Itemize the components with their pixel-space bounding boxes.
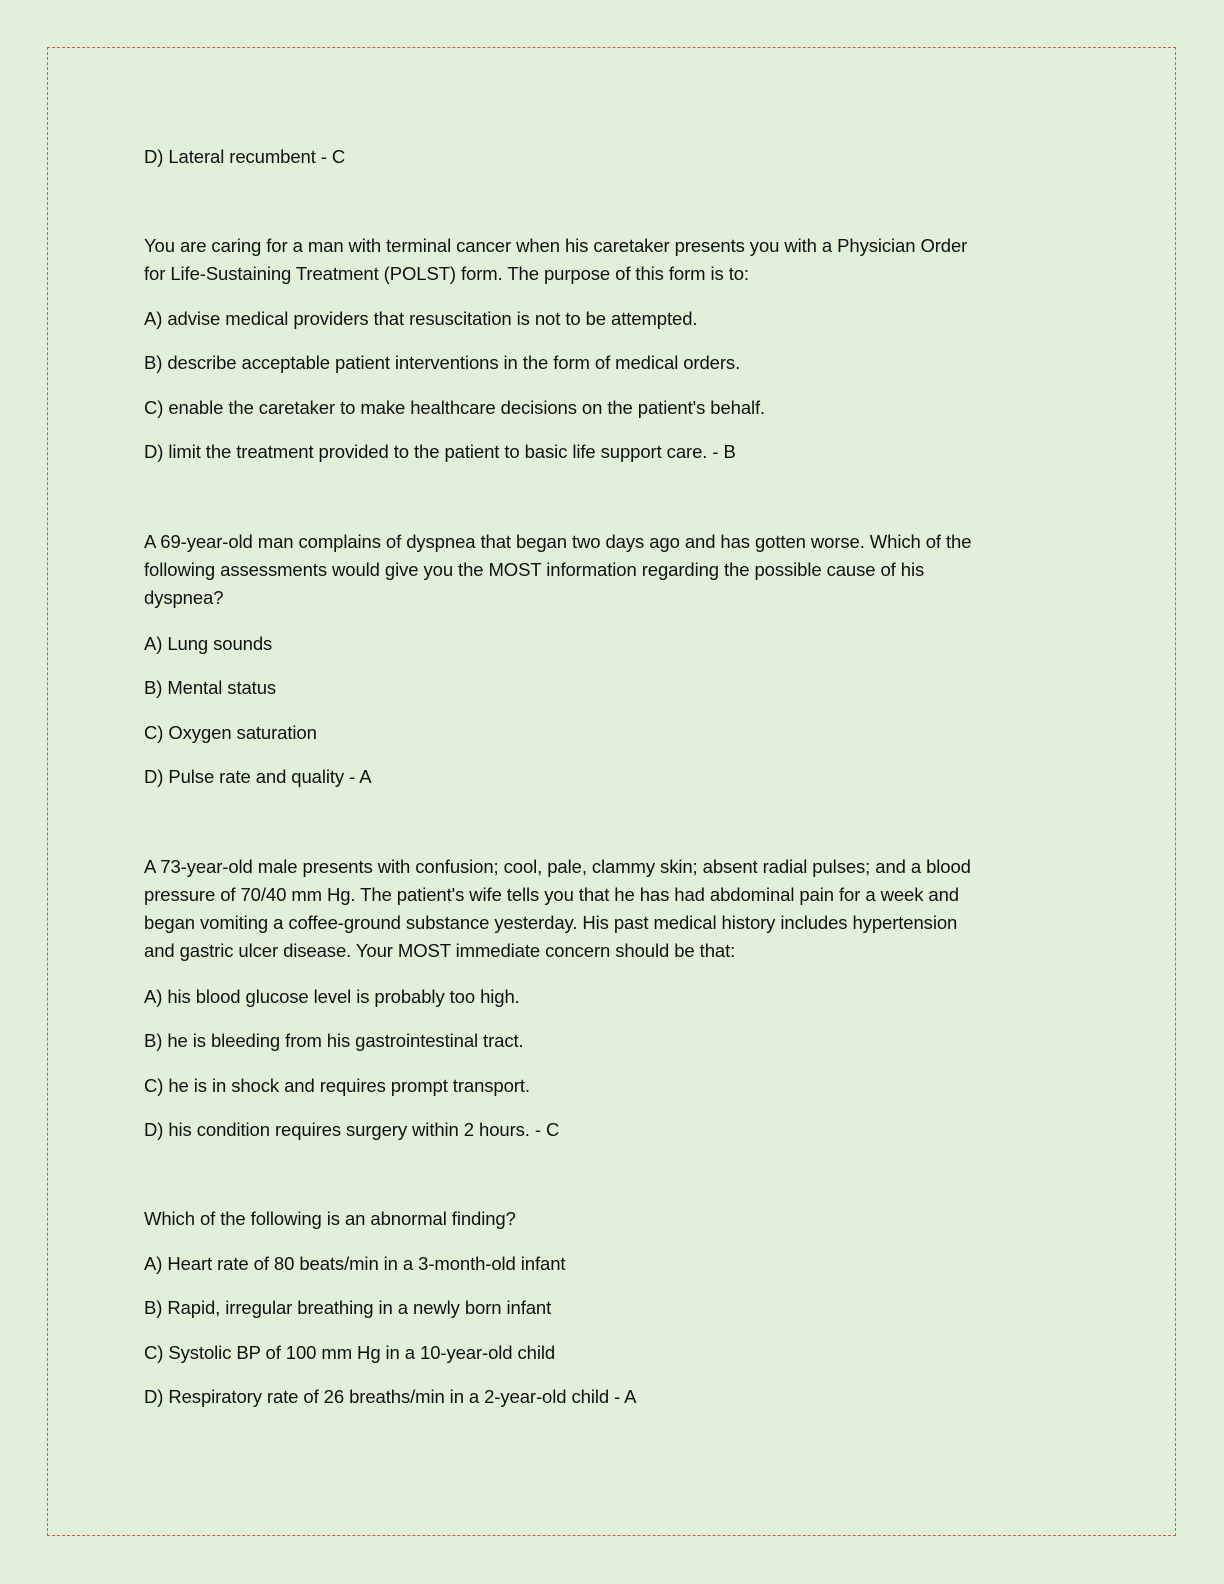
- question-stem-line: following assessments would give you the MOST information regarding the possible cause of his: [144, 559, 925, 580]
- question-stem-line: A 73-year-old male presents with confusion; cool, pale, clammy skin; absent radial pulses; and a blood: [144, 856, 971, 877]
- question-stem-line: A 69-year-old man complains of dyspnea that began two days ago and has gotten worse. Which of the: [144, 531, 972, 552]
- option-d: D) his condition requires surgery within 2 hours. - C: [144, 1119, 560, 1140]
- option-d: D) Lateral recumbent - C: [144, 146, 346, 167]
- option-c: C) enable the caretaker to make healthcare decisions on the patient's behalf.: [144, 397, 766, 418]
- question-stem-line: began vomiting a coffee-ground substance yesterday. His past medical history includes hypertension: [144, 912, 958, 933]
- question-stem-line: for Life-Sustaining Treatment (POLST) form. The purpose of this form is to:: [144, 263, 749, 284]
- question-stem-line: Which of the following is an abnormal finding?: [144, 1208, 516, 1229]
- option-c: C) Systolic BP of 100 mm Hg in a 10-year-old child: [144, 1342, 556, 1363]
- option-a: A) his blood glucose level is probably too high.: [144, 986, 520, 1007]
- question-stem-line: dyspnea?: [144, 587, 224, 608]
- option-b: B) he is bleeding from his gastrointestinal tract.: [144, 1030, 524, 1051]
- option-d: D) Respiratory rate of 26 breaths/min in a 2-year-old child - A: [144, 1386, 637, 1407]
- option-b: B) Rapid, irregular breathing in a newly born infant: [144, 1297, 552, 1318]
- option-b: B) describe acceptable patient interventions in the form of medical orders.: [144, 352, 741, 373]
- option-d: D) Pulse rate and quality - A: [144, 766, 372, 787]
- question-stem-line: and gastric ulcer disease. Your MOST immediate concern should be that:: [144, 940, 736, 961]
- option-c: C) Oxygen saturation: [144, 722, 317, 743]
- question-stem-line: You are caring for a man with terminal cancer when his caretaker presents you with a Physician Order: [144, 235, 968, 256]
- option-d: D) limit the treatment provided to the patient to basic life support care. - B: [144, 441, 736, 462]
- option-b: B) Mental status: [144, 677, 277, 698]
- option-a: A) Lung sounds: [144, 633, 273, 654]
- question-stem-line: pressure of 70/40 mm Hg. The patient's wife tells you that he has had abdominal pain for a week and: [144, 884, 959, 905]
- option-c: C) he is in shock and requires prompt transport.: [144, 1075, 530, 1096]
- option-a: A) Heart rate of 80 beats/min in a 3-month-old infant: [144, 1253, 566, 1274]
- option-a: A) advise medical providers that resuscitation is not to be attempted.: [144, 308, 698, 329]
